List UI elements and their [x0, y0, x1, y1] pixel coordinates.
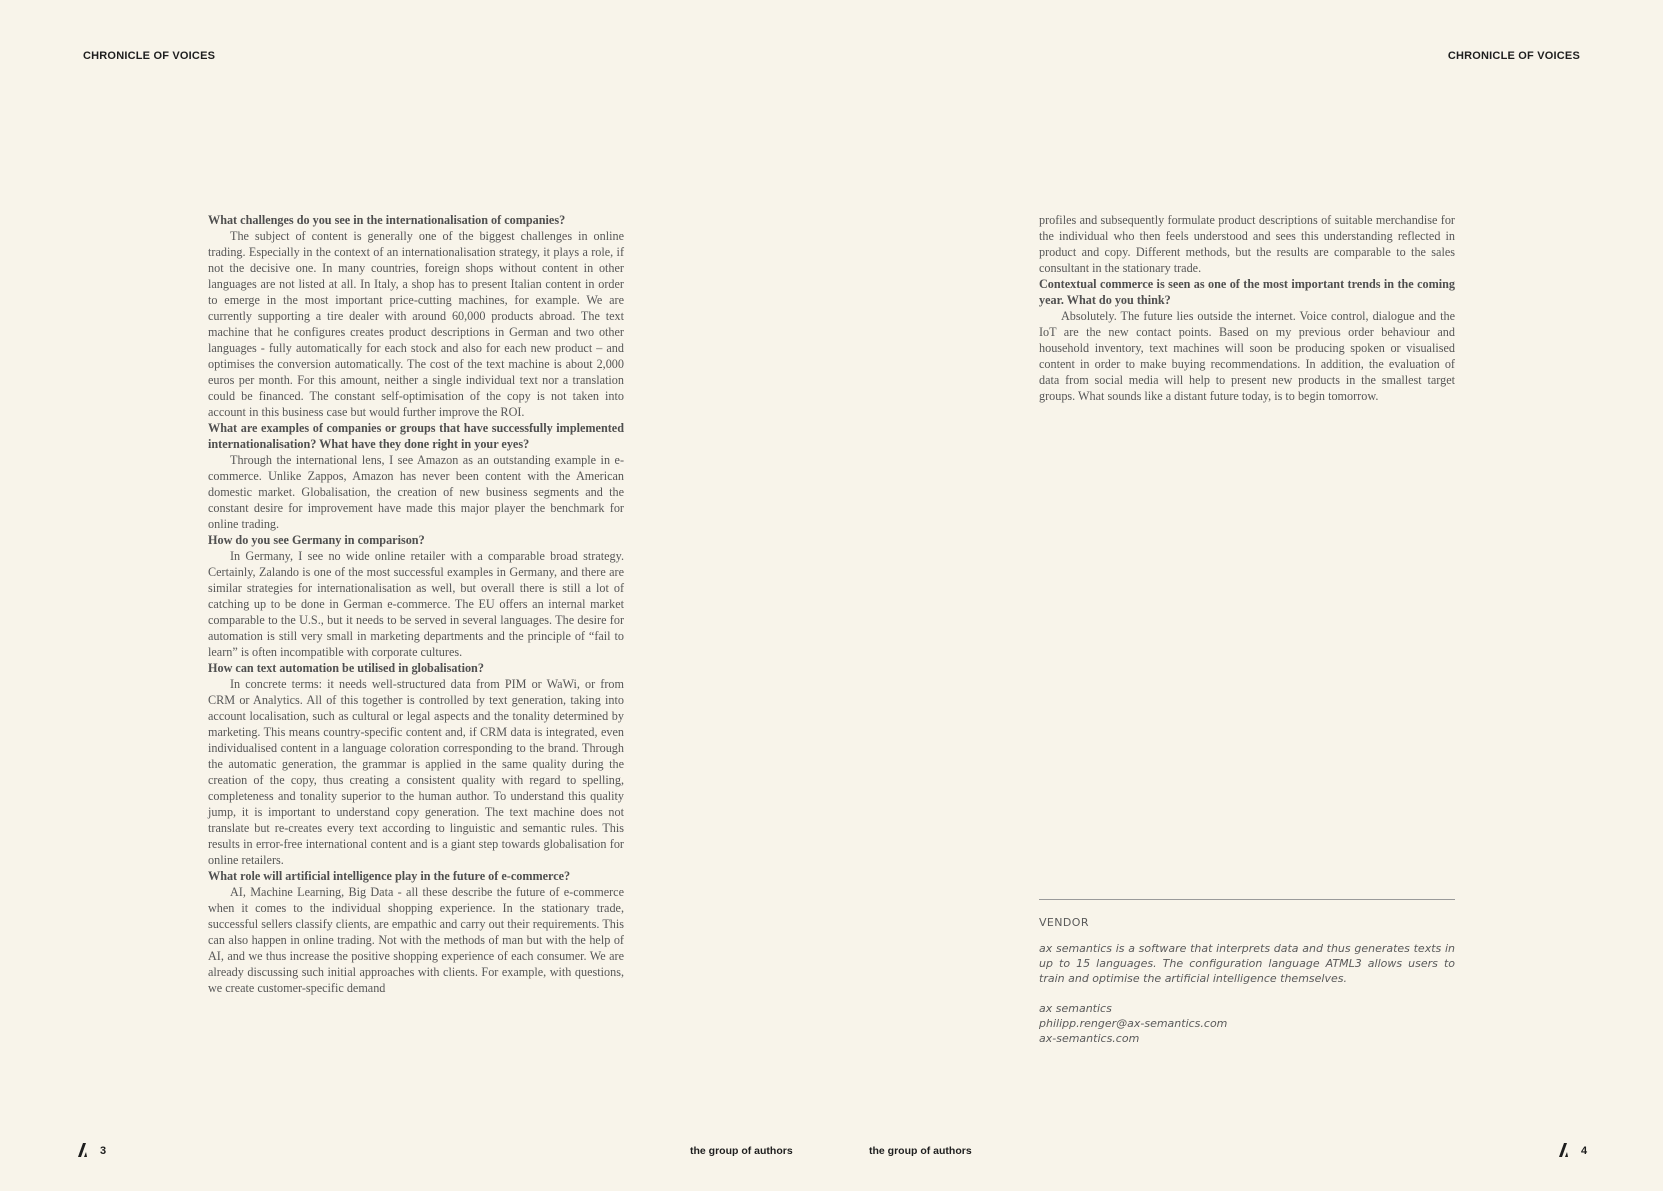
slash-logo-icon: [75, 1143, 89, 1157]
left-page-text-column: [208, 212, 624, 996]
slash-logo-icon: [1556, 1143, 1570, 1157]
interview-question: How can text automation be utilised in globalisation?: [208, 661, 484, 675]
interview-answer: Through the international lens, I see Amazon as an outstanding example in e-commerce. Unlike Zappos, Amazon has never been content with the American domestic market. Globalisation, the creation of new business segments and the constant desire for improvement have made this major player the benchmark for online trading.: [208, 453, 624, 531]
interview-answer: The subject of content is generally one of the biggest challenges in online trading. Especially in the context of an internationalisation strategy, it plays a role, if not the decisive one. In many countries, foreign shops without content in other languages are not listed at all. In Italy, a shop has to present Italian content in order to emerge in the most important price-cutting machines, for example. We are currently supporting a tire dealer with around 60,000 products abroad. The text machine that he configures creates product descriptions in German and two other languages - fully automatically for each stock and also for each new product – and optimises the conversion automatically. The cost of the text machine is about 2,000 euros per month. For this amount, neither a single individual text nor a translation could be financed. The constant self-optimisation of the copy is not taken into account in this business case but would further improve the ROI.: [208, 229, 624, 419]
interview-question: Contextual commerce is seen as one of the most important trends in the coming year. What do you think?: [1039, 277, 1455, 307]
interview-answer: AI, Machine Learning, Big Data - all these describe the future of e-commerce when it comes to the individual shopping experience. In the stationary trade, successful sellers classify clients, are empathic and carry out their requirements. This can also happen in online trading. Not with the methods of man but with the help of AI, and we thus increase the positive shopping experience of each consumer. We are already discussing such initial approaches with clients. For example, with questions, we create customer-specific demand: [208, 885, 624, 995]
interview-answer: In Germany, I see no wide online retailer with a comparable broad strategy. Certainly, Zalando is one of the most successful examples in Germany, and there are similar strategies for internationalisation as well, but overall there is still a lot of catching up to be done in German e-commerce. The EU offers an internal market comparable to the U.S., but it needs to be served in several languages. The desire for automation is still very small in marketing departments and the principle of “fail to learn” is often incompatible with corporate cultures.: [208, 549, 624, 659]
page-number-left: 3: [100, 1145, 107, 1157]
interview-question: What are examples of companies or groups that have successfully implemented internationalisation? What have they done right in your eyes?: [208, 421, 624, 451]
interview-question: What role will artificial intelligence play in the future of e-commerce?: [208, 869, 571, 883]
vendor-heading: VENDOR: [1039, 916, 1089, 929]
running-header-right: CHRONICLE OF VOICES: [1447, 50, 1580, 62]
page-number-right: 4: [1581, 1145, 1588, 1157]
vendor-email-link[interactable]: philipp.renger@ax-semantics.com: [1039, 1017, 1228, 1030]
interview-question: What challenges do you see in the internationalisation of companies?: [208, 213, 566, 227]
vendor-description: ax semantics is a software that interprets data and thus generates texts in up to 15 languages. The configuration language ATML3 allows users to train and optimise the artificial intelligence themselves.: [1039, 942, 1455, 985]
interview-answer: In concrete terms: it needs well-structured data from PIM or WaWi, or from CRM or Analytics. All of this together is controlled by text generation, taking into account localisation, such as cultural or legal aspects and the tonality determined by marketing. This means country-specific content and, if CRM data is integrated, even individualised content in a language coloration corresponding to the brand. Through the automatic generation, the grammar is applied in the same quality during the creation of the copy, thus creating a consistent quality with regard to spelling, completeness and tonality superior to the human author. To understand this quality jump, it is important to understand copy generation. The text machine does not translate but re-creates every text according to linguistic and semantic rules. This results in error-free international content and is a giant step towards globalisation for online retailers.: [208, 677, 624, 867]
running-header-left: CHRONICLE OF VOICES: [83, 50, 216, 62]
vendor-company: ax semantics: [1039, 1002, 1112, 1015]
vendor-info-box: [1039, 899, 1455, 1046]
interview-question: How do you see Germany in comparison?: [208, 533, 425, 547]
right-page-text-column: [1039, 212, 1455, 404]
footer-author-right: the group of authors: [869, 1145, 972, 1157]
interview-answer-continued: profiles and subsequently formulate product descriptions of suitable merchandise for the individual who then feels understood and sees this understanding reflected in product and copy. Different methods, but the results are comparable to the sales consultant in the stationary trade.: [1039, 213, 1455, 275]
footer-author-left: the group of authors: [690, 1145, 793, 1157]
interview-answer: Absolutely. The future lies outside the internet. Voice control, dialogue and the IoT are the new contact points. Based on my previous order behaviour and household inventory, text machines will soon be producing spoken or visualised content in order to make buying recommendations. In addition, the evaluation of data from social media will help to present new products in the smallest target groups. What sounds like a distant future today, is to begin tomorrow.: [1039, 309, 1455, 403]
vendor-website-link[interactable]: ax-semantics.com: [1039, 1032, 1140, 1045]
